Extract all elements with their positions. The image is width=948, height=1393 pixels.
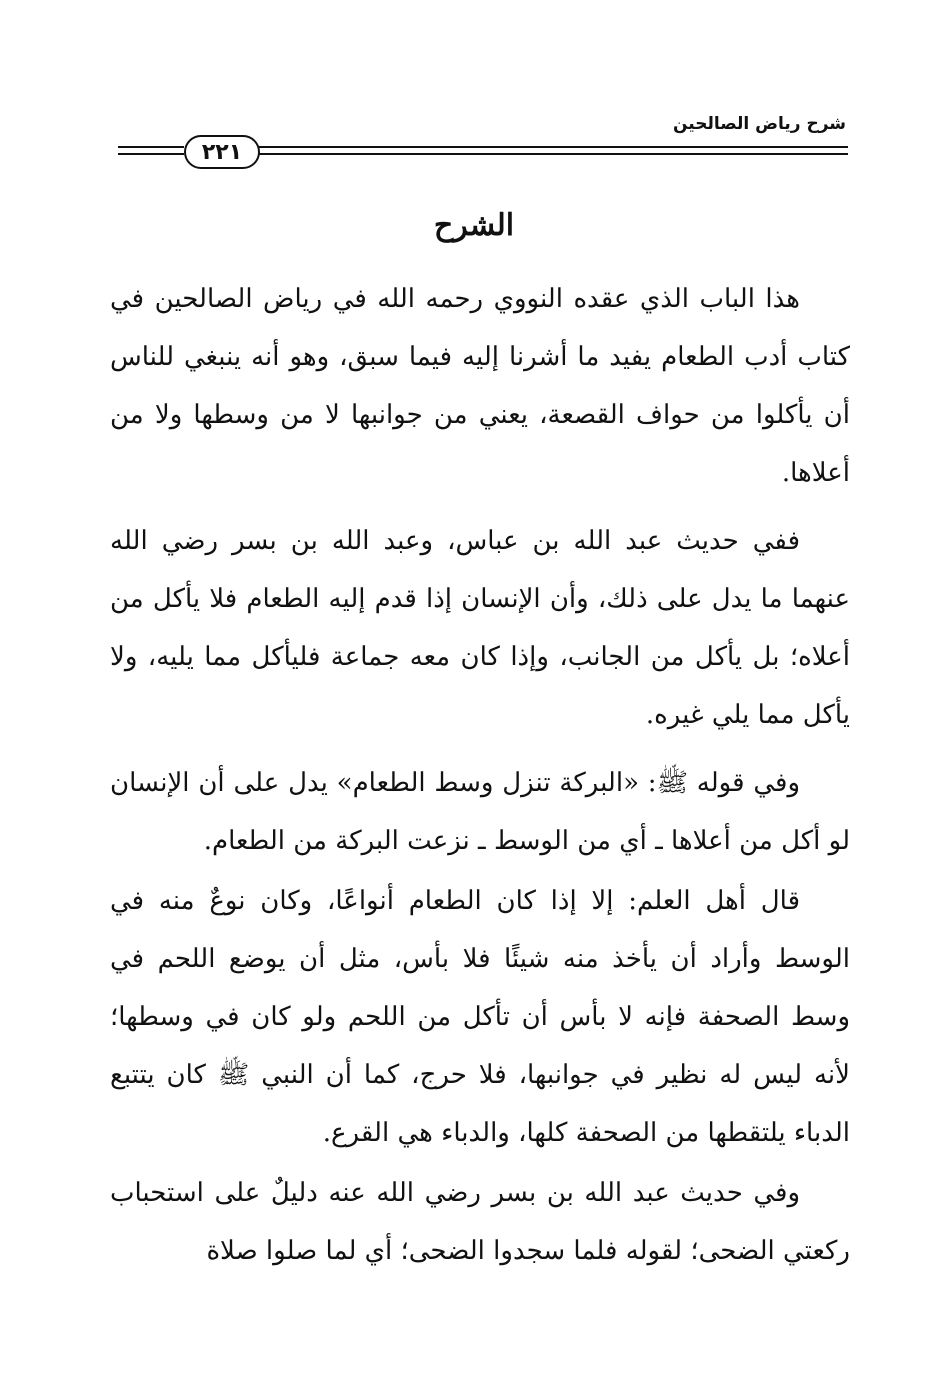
paragraph: وفي قوله ﷺ: «البركة تنزل وسط الطعام» يدل على أن الإنسان لو أكل من أعلاها ـ أي من الوسط ـ نزعت البركة من الطعام. (110, 768, 850, 856)
page-header (112, 110, 848, 170)
paragraph: ففي حديث عبد الله بن عباس، وعبد الله بن بسر رضي الله عنهما ما يدل على ذلك، وأن الإنسان إذا قدم إليه الطعام فلا يأكل من أعلاه؛ بل يأكل من الجانب، وإذا كان معه جماعة فليأكل مما يليه، ولا يأكل مما يلي غيره. (110, 526, 850, 730)
paragraph: هذا الباب الذي عقده النووي رحمه الله في رياض الصالحين في كتاب أدب الطعام يفيد ما أشرنا إليه فيما سبق، وهو أنه ينبغي للناس أن يأكلوا من حواف القصعة، يعني من جوانبها لا من وسطها ولا من أعلاها. (110, 284, 850, 488)
header-rule (258, 153, 848, 155)
paragraph: وفي حديث عبد الله بن بسر رضي الله عنه دليلٌ على استحباب ركعتي الضحى؛ لقوله فلما سجدوا الضحى؛ أي لما صلوا صلاة (110, 1178, 850, 1266)
paragraph: قال أهل العلم: إلا إذا كان الطعام أنواعًا، وكان نوعٌ منه في الوسط وأراد أن يأخذ منه شيئًا فلا بأس، مثل أن يوضع اللحم في وسط الصحفة فإنه لا بأس أن تأكل من اللحم ولو كان في وسطها؛ لأنه ليس له نظير في جوانبها، فلا حرج، كما أن النبي ﷺ كان يتتبع الدباء يلتقطها من الصحفة كلها، والدباء هي القرع. (110, 886, 850, 1148)
running-title: شرح رياض الصالحين (672, 114, 846, 134)
header-rule (118, 153, 184, 155)
page-number: ٢٢١ (184, 135, 260, 169)
header-rule (118, 146, 184, 148)
header-rule (258, 146, 848, 148)
body-text (110, 270, 850, 1290)
section-heading: الشرح (433, 208, 515, 243)
